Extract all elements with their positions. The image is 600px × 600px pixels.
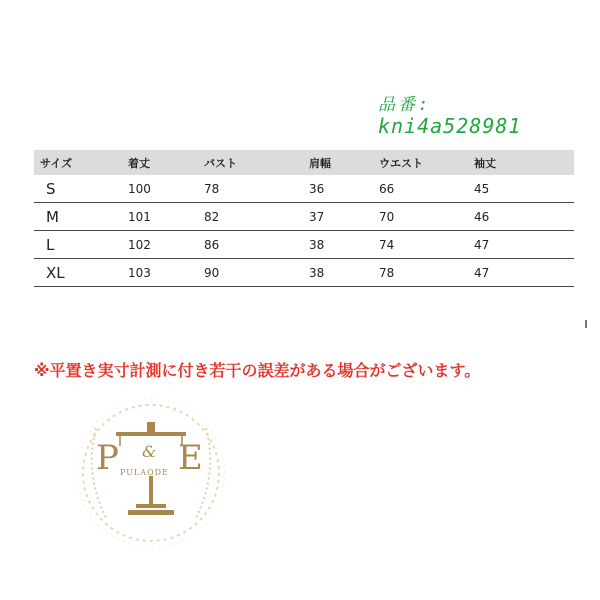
edge-mark (585, 320, 587, 328)
cell-shoulder: 38 (303, 231, 373, 259)
cell-waist: 74 (373, 231, 468, 259)
table-row (34, 231, 574, 259)
measurement-notice: ※平置き実寸計測に付き若干の誤差がある場合がございます。 (34, 361, 481, 380)
cell-size: XL (34, 259, 122, 287)
brand-logo (66, 388, 236, 558)
header-size: サイズ (34, 150, 122, 175)
product-code-value: kni4a528981 (378, 113, 522, 138)
table-row (34, 175, 574, 203)
cell-shoulder: 38 (303, 259, 373, 287)
cell-waist: 66 (373, 175, 468, 203)
cell-shoulder: 37 (303, 203, 373, 231)
logo-letter-p: P (96, 438, 119, 478)
header-sleeve: 袖丈 (468, 150, 574, 175)
cell-bust: 86 (198, 231, 303, 259)
cell-waist: 70 (373, 203, 468, 231)
cell-bust: 82 (198, 203, 303, 231)
cell-sleeve: 47 (468, 231, 574, 259)
cell-length: 103 (122, 259, 198, 287)
header-shoulder: 肩幅 (303, 150, 373, 175)
size-table-header-row (34, 150, 574, 175)
cell-sleeve: 47 (468, 259, 574, 287)
product-code-label: 品番: (378, 95, 432, 115)
cell-sleeve: 45 (468, 175, 574, 203)
header-length: 着丈 (122, 150, 198, 175)
cell-bust: 78 (198, 175, 303, 203)
logo-letter-e: E (178, 438, 203, 478)
cell-size: S (34, 175, 122, 203)
header-bust: バスト (198, 150, 303, 175)
product-code (378, 96, 521, 137)
cell-length: 101 (122, 203, 198, 231)
cell-shoulder: 36 (303, 175, 373, 203)
table-row (34, 259, 574, 287)
logo-ampersand: & (142, 442, 157, 461)
cell-sleeve: 46 (468, 203, 574, 231)
cell-size: L (34, 231, 122, 259)
cell-length: 102 (122, 231, 198, 259)
cell-bust: 90 (198, 259, 303, 287)
table-row (34, 203, 574, 231)
cell-waist: 78 (373, 259, 468, 287)
cell-size: M (34, 203, 122, 231)
size-table (34, 150, 574, 287)
logo-brand-name: PULAODE (120, 468, 169, 477)
cell-length: 100 (122, 175, 198, 203)
header-waist: ウエスト (373, 150, 468, 175)
